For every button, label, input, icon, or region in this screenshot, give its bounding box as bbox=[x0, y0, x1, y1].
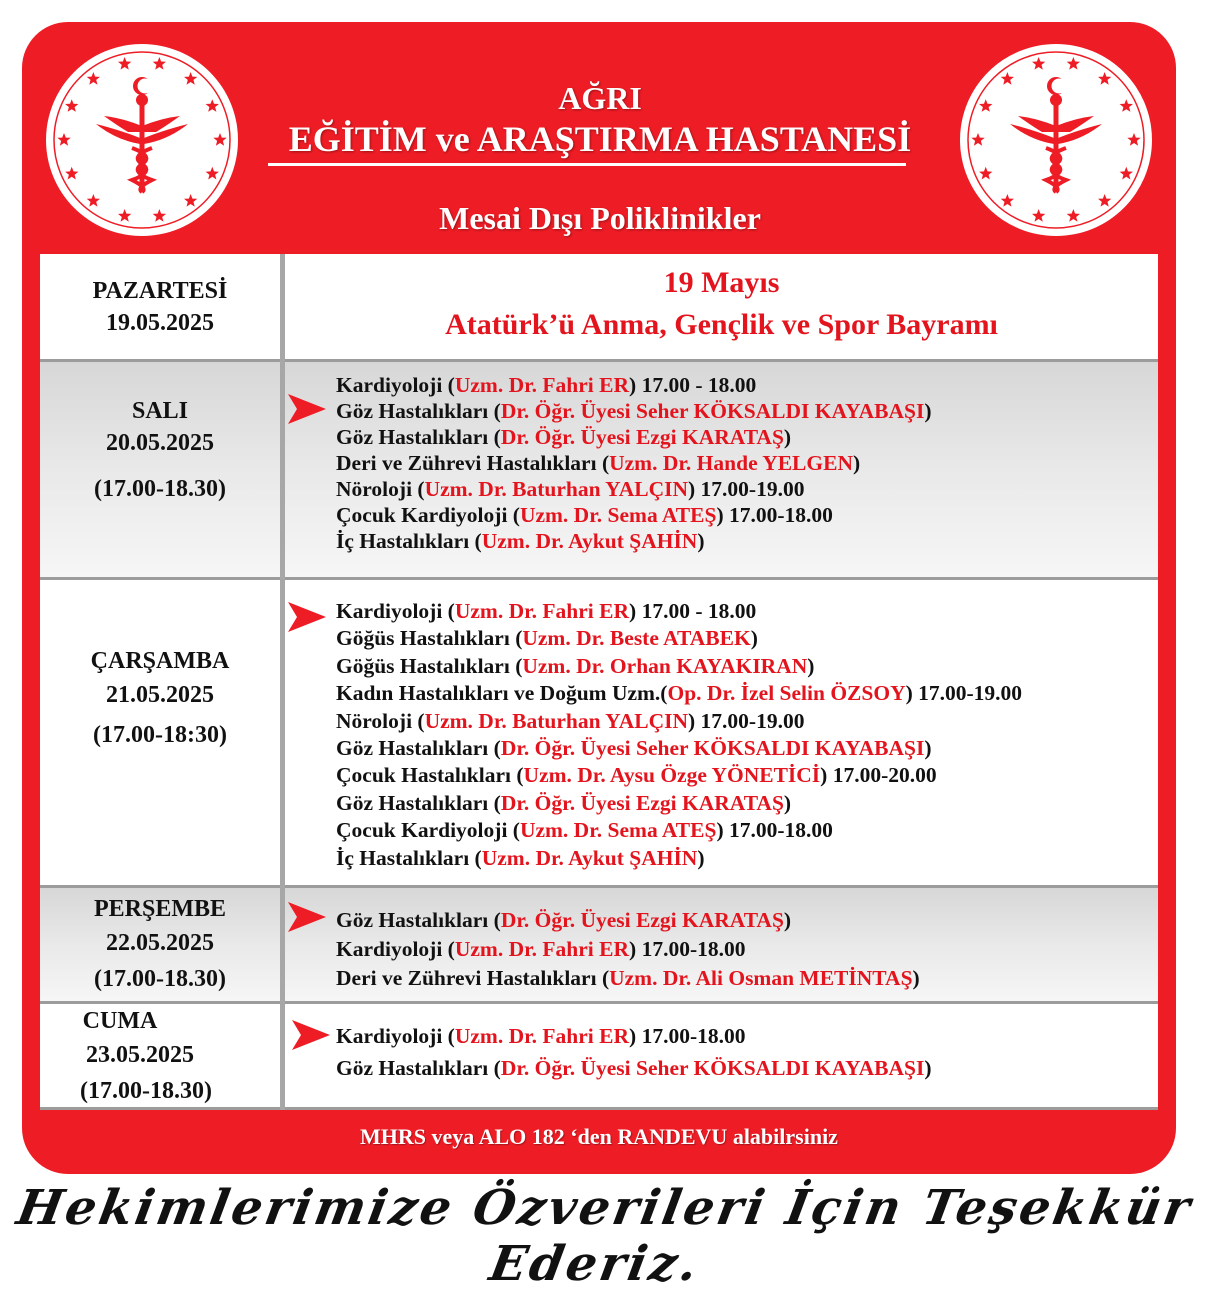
hours-suffix: ) bbox=[924, 736, 932, 761]
doctor-entry bbox=[336, 502, 932, 528]
doctor-entry bbox=[336, 598, 1022, 625]
hospital-name: EĞİTİM ve ARAŞTIRMA HASTANESİ bbox=[288, 119, 912, 159]
schedule-row-wednesday bbox=[40, 580, 1158, 888]
day-name: PAZARTESİ bbox=[92, 278, 228, 304]
department-name: Göz Hastalıkları ( bbox=[336, 1056, 501, 1080]
day-date: 19.05.2025 bbox=[106, 310, 214, 336]
doctor-name: Uzm. Dr. Baturhan YALÇIN bbox=[424, 708, 688, 733]
doctor-entry bbox=[336, 935, 920, 964]
hours-suffix: ) 17.00 - 18.00 bbox=[629, 373, 757, 397]
day-name: ÇARŞAMBA bbox=[90, 648, 230, 674]
red-arrow-icon bbox=[288, 902, 326, 932]
appointment-note: MHRS veya ALO 182 ‘den RANDEVU alabilrsiniz bbox=[360, 1124, 838, 1149]
doctor-name: Uzm. Dr. Sema ATEŞ bbox=[519, 503, 717, 527]
department-name: İç Hastalıkları ( bbox=[336, 529, 482, 553]
doctor-name: Dr. Öğr. Üyesi Seher KÖKSALDI KAYABAŞI bbox=[500, 1056, 925, 1080]
schedule-row-tuesday bbox=[40, 362, 1158, 580]
doctor-entry bbox=[336, 762, 1022, 789]
doctor-entry bbox=[336, 1052, 932, 1084]
day-date: 22.05.2025 bbox=[106, 930, 214, 956]
doctor-name: Uzm. Dr. Baturhan YALÇIN bbox=[424, 477, 688, 501]
doctor-entry bbox=[336, 450, 932, 476]
doctor-entry bbox=[336, 653, 1022, 680]
page-subtitle: Mesai Dışı Poliklinikler bbox=[439, 200, 761, 236]
department-name: İç Hastalıkları ( bbox=[336, 845, 482, 870]
doctor-name: Op. Dr. İzel Selin ÖZSOY bbox=[667, 681, 906, 706]
caduceus-emblem-icon bbox=[44, 42, 240, 238]
hours-suffix: ) bbox=[697, 845, 705, 870]
doctor-entry bbox=[336, 790, 1022, 817]
department-name: Nöroloji ( bbox=[336, 477, 425, 501]
day-name: PERŞEMBE bbox=[93, 896, 227, 922]
department-name: Göz Hastalıkları ( bbox=[336, 399, 501, 423]
doctor-name: Uzm. Dr. Aysu Özge YÖNETİCİ bbox=[523, 763, 821, 788]
day-hours: (17.00-18.30) bbox=[94, 966, 226, 992]
department-name: Kardiyoloji ( bbox=[336, 599, 455, 623]
schedule-row-friday bbox=[40, 1004, 1158, 1110]
doctor-name: Dr. Öğr. Üyesi Ezgi KARATAŞ bbox=[500, 790, 784, 815]
department-name: Göğüs Hastalıkları ( bbox=[336, 653, 523, 678]
column-divider bbox=[280, 254, 285, 1110]
department-name: Kardiyoloji ( bbox=[336, 373, 455, 397]
doctor-list bbox=[336, 906, 920, 993]
day-hours: (17.00-18:30) bbox=[93, 722, 227, 748]
doctor-list bbox=[336, 1020, 932, 1084]
caduceus-emblem-icon bbox=[958, 42, 1154, 238]
doctor-name: Dr. Öğr. Üyesi Seher KÖKSALDI KAYABAŞI bbox=[500, 399, 925, 423]
doctor-name: Uzm. Dr. Orhan KAYAKIRAN bbox=[522, 653, 808, 678]
department-name: Deri ve Zührevi Hastalıkları ( bbox=[336, 451, 610, 475]
doctor-entry bbox=[336, 817, 1022, 844]
department-name: Deri ve Zührevi Hastalıkları ( bbox=[336, 966, 610, 990]
schedule-row-monday bbox=[40, 254, 1158, 362]
department-name: Çocuk Hastalıkları ( bbox=[336, 763, 524, 788]
day-hours: (17.00-18.30) bbox=[94, 476, 226, 502]
red-arrow-icon bbox=[292, 1020, 330, 1050]
day-name: CUMA bbox=[82, 1008, 158, 1034]
doctor-entry bbox=[336, 398, 932, 424]
doctor-list bbox=[336, 372, 932, 554]
hospital-city: AĞRI bbox=[558, 80, 642, 116]
holiday-name: Atatürk’ü Anma, Gençlik ve Spor Bayramı bbox=[445, 308, 998, 341]
doctor-name: Uzm. Dr. Beste ATABEK bbox=[522, 626, 751, 651]
hours-suffix: ) bbox=[807, 653, 815, 678]
doctor-entry bbox=[336, 476, 932, 502]
department-name: Kadın Hastalıkları ve Doğum Uzm.( bbox=[336, 681, 668, 706]
hours-suffix: ) 17.00-18.00 bbox=[629, 1024, 746, 1048]
department-name: Nöroloji ( bbox=[336, 708, 425, 733]
thanks-message: Hekimlerimize Özverileri İçin Teşekkür Ederiz. bbox=[12, 1180, 1198, 1292]
hours-suffix: ) 17.00-18.00 bbox=[716, 503, 833, 527]
department-name: Göğüs Hastalıkları ( bbox=[336, 626, 523, 651]
red-arrow-icon bbox=[288, 602, 326, 632]
hours-suffix: ) bbox=[697, 529, 705, 553]
doctor-list bbox=[336, 598, 1022, 872]
hours-suffix: ) 17.00-19.00 bbox=[688, 708, 805, 733]
doctor-name: Uzm. Dr. Fahri ER bbox=[454, 373, 630, 397]
hours-suffix: ) 17.00-18.00 bbox=[629, 937, 746, 961]
schedule-row-thursday bbox=[40, 888, 1158, 1004]
department-name: Göz Hastalıkları ( bbox=[336, 790, 501, 815]
doctor-entry bbox=[336, 735, 1022, 762]
schedule-table bbox=[40, 254, 1158, 1110]
doctor-entry bbox=[336, 424, 932, 450]
doctor-name: Dr. Öğr. Üyesi Ezgi KARATAŞ bbox=[500, 908, 784, 932]
department-name: Çocuk Kardiyoloji ( bbox=[336, 503, 520, 527]
hours-suffix: ) bbox=[783, 790, 792, 815]
department-name: Göz Hastalıkları ( bbox=[336, 425, 501, 449]
doctor-name: Uzm. Dr. Fahri ER bbox=[454, 937, 630, 961]
doctor-name: Uzm. Dr. Hande YELGEN bbox=[609, 451, 853, 475]
hours-suffix: ) 17.00 - 18.00 bbox=[629, 599, 757, 623]
doctor-entry bbox=[336, 680, 1022, 707]
hours-suffix: ) 17.00-18.00 bbox=[716, 818, 833, 843]
holiday-title: 19 Mayıs bbox=[663, 266, 780, 299]
department-name: Kardiyoloji ( bbox=[336, 937, 455, 961]
doctor-entry bbox=[336, 708, 1022, 735]
doctor-name: Dr. Öğr. Üyesi Ezgi KARATAŞ bbox=[500, 425, 784, 449]
day-date: 21.05.2025 bbox=[106, 682, 214, 708]
doctor-entry bbox=[336, 625, 1022, 652]
doctor-name: Uzm. Dr. Fahri ER bbox=[454, 1024, 630, 1048]
hours-suffix: ) bbox=[924, 1056, 932, 1080]
doctor-name: Uzm. Dr. Fahri ER bbox=[454, 599, 630, 623]
doctor-name: Dr. Öğr. Üyesi Seher KÖKSALDI KAYABAŞI bbox=[500, 736, 925, 761]
hours-suffix: ) bbox=[924, 399, 932, 423]
doctor-name: Uzm. Dr. Aykut ŞAHİN bbox=[481, 845, 698, 870]
department-name: Çocuk Kardiyoloji ( bbox=[336, 818, 520, 843]
department-name: Göz Hastalıkları ( bbox=[336, 908, 501, 932]
department-name: Göz Hastalıkları ( bbox=[336, 736, 501, 761]
red-arrow-icon bbox=[288, 394, 326, 424]
hours-suffix: ) 17.00-19.00 bbox=[688, 477, 805, 501]
doctor-entry bbox=[336, 1020, 932, 1052]
hours-suffix: ) bbox=[783, 425, 792, 449]
hours-suffix: ) bbox=[912, 966, 920, 990]
doctor-entry bbox=[336, 372, 932, 398]
doctor-name: Uzm. Dr. Ali Osman METİNTAŞ bbox=[609, 966, 913, 990]
title-underline bbox=[268, 163, 906, 166]
hours-suffix: ) 17.00-20.00 bbox=[820, 763, 937, 788]
hours-suffix: ) 17.00-19.00 bbox=[905, 681, 1023, 706]
hours-suffix: ) bbox=[750, 626, 758, 651]
doctor-entry bbox=[336, 906, 920, 935]
day-name: SALI bbox=[131, 398, 189, 424]
doctor-name: Uzm. Dr. Sema ATEŞ bbox=[519, 818, 717, 843]
doctor-entry bbox=[336, 528, 932, 554]
doctor-entry bbox=[336, 964, 920, 993]
day-hours: (17.00-18.30) bbox=[80, 1078, 212, 1104]
department-name: Kardiyoloji ( bbox=[336, 1024, 455, 1048]
hours-suffix: ) bbox=[783, 908, 792, 932]
doctor-name: Uzm. Dr. Aykut ŞAHİN bbox=[481, 529, 698, 553]
hours-suffix: ) bbox=[853, 451, 861, 475]
day-date: 20.05.2025 bbox=[106, 430, 214, 456]
doctor-entry bbox=[336, 845, 1022, 872]
day-date: 23.05.2025 bbox=[86, 1042, 194, 1068]
